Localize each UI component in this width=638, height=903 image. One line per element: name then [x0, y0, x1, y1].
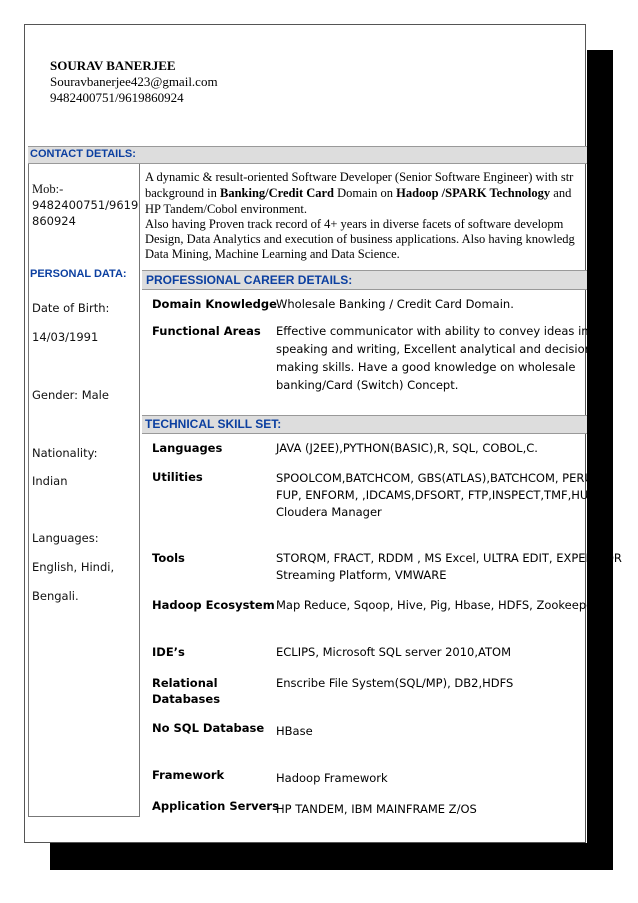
domain-knowledge-key: Domain Knowledge — [152, 297, 277, 311]
page-shadow-bottom — [50, 843, 613, 870]
candidate-email: Souravbanerjee423@gmail.com — [50, 74, 218, 89]
skill-utilities-line-1: SPOOLCOM,BATCHCOM, GBS(ATLAS),BATCHCOM, PERUSE, — [276, 471, 612, 485]
skill-utilities-line-3: Cloudera Manager — [276, 505, 382, 519]
functional-areas-line-1: Effective communicator with ability to convey ideas in — [276, 324, 589, 338]
skill-ide-key: IDE’s — [152, 645, 185, 659]
skill-utilities-key: Utilities — [152, 470, 203, 484]
skill-set-heading: TECHNICAL SKILL SET: — [145, 417, 282, 431]
gender: Gender: Male — [32, 388, 109, 402]
summary-bold-tech: Hadoop /SPARK Technology — [396, 186, 551, 200]
skill-nosql-value: HBase — [276, 724, 313, 738]
mob-label: Mob:- — [32, 182, 64, 196]
nationality-value: Indian — [32, 474, 68, 488]
candidate-name: SOURAV BANERJEE — [50, 58, 176, 73]
skill-utilities-line-2: FUP, ENFORM, ,IDCAMS,DFSORT, FTP,INSPECT,TMF,HUE, — [276, 488, 600, 502]
skill-hadoop-value: Map Reduce, Sqoop, Hive, Pig, Hbase, HDFS, Zookeeper — [276, 598, 598, 612]
skill-appserver-key: Application Servers — [152, 799, 279, 813]
resume-page — [24, 24, 622, 843]
skill-hadoop-key: Hadoop Ecosystem — [152, 598, 275, 612]
personal-data-heading: PERSONAL DATA: — [30, 268, 127, 280]
summary-text: Domain on — [334, 186, 397, 200]
summary-text: and — [550, 186, 572, 200]
skill-rdb-key-1: Relational — [152, 676, 218, 690]
skill-framework-key: Framework — [152, 768, 225, 782]
summary-text: background in — [145, 186, 220, 200]
candidate-phone: 9482400751/9619860924 — [50, 90, 184, 105]
dob-label: Date of Birth: — [32, 301, 110, 315]
skill-rdb-key-2: Databases — [152, 692, 221, 706]
page-shadow-right — [587, 50, 613, 870]
summary-line-2 — [145, 186, 571, 201]
skill-tools-line-1: STORQM, FRACT, RDDM , MS Excel, ULTRA EDIT, EXPEDITOR — [276, 551, 622, 565]
languages-label: Languages: — [32, 531, 99, 545]
summary-line-5: Design, Data Analytics and execution of business applications. Also having knowledg — [145, 232, 575, 246]
mob-number-line1: 9482400751/9619 — [32, 198, 139, 212]
languages-value-1: English, Hindi, — [32, 560, 115, 574]
contact-details-heading: CONTACT DETAILS: — [30, 148, 136, 160]
functional-areas-key: Functional Areas — [152, 324, 261, 338]
skill-languages-key: Languages — [152, 441, 223, 455]
nationality-label: Nationality: — [32, 446, 98, 460]
languages-value-2: Bengali. — [32, 589, 79, 603]
career-details-heading: PROFESSIONAL CAREER DETAILS: — [146, 273, 353, 287]
functional-areas-line-4: banking/Card (Switch) Concept. — [276, 378, 459, 392]
summary-bold-domain: Banking/Credit Card — [219, 186, 335, 200]
skill-ide-value: ECLIPS, Microsoft SQL server 2010,ATOM — [276, 645, 511, 659]
skill-rdb-value: Enscribe File System(SQL/MP), DB2,HDFS — [276, 676, 514, 690]
skill-tools-key: Tools — [152, 551, 185, 565]
skill-languages-value: JAVA (J2EE),PYTHON(BASIC),R, SQL, COBOL,C. — [276, 441, 538, 455]
functional-areas-line-2: speaking and writing, Excellent analytical and decision — [276, 342, 592, 356]
summary-line-1: A dynamic & result-oriented Software Developer (Senior Software Engineer) with str — [145, 170, 574, 184]
summary-line-3: HP Tandem/Cobol environment. — [145, 202, 307, 216]
skill-appserver-value: HP TANDEM, IBM MAINFRAME Z/OS — [276, 802, 477, 816]
summary-line-4: Also having Proven track record of 4+ years in diverse facets of software developm — [145, 217, 564, 231]
mob-number-line2: 860924 — [32, 214, 76, 228]
functional-areas-line-3: making skills. Have a good knowledge on wholesale — [276, 360, 576, 374]
domain-knowledge-value: Wholesale Banking / Credit Card Domain. — [276, 297, 514, 311]
dob-value: 14/03/1991 — [32, 330, 99, 344]
skill-nosql-key: No SQL Database — [152, 721, 265, 735]
skill-framework-value: Hadoop Framework — [276, 771, 388, 785]
skill-tools-line-2: Streaming Platform, VMWARE — [276, 568, 447, 582]
summary-line-6: Data Mining, Machine Learning and Data Science. — [145, 247, 400, 261]
